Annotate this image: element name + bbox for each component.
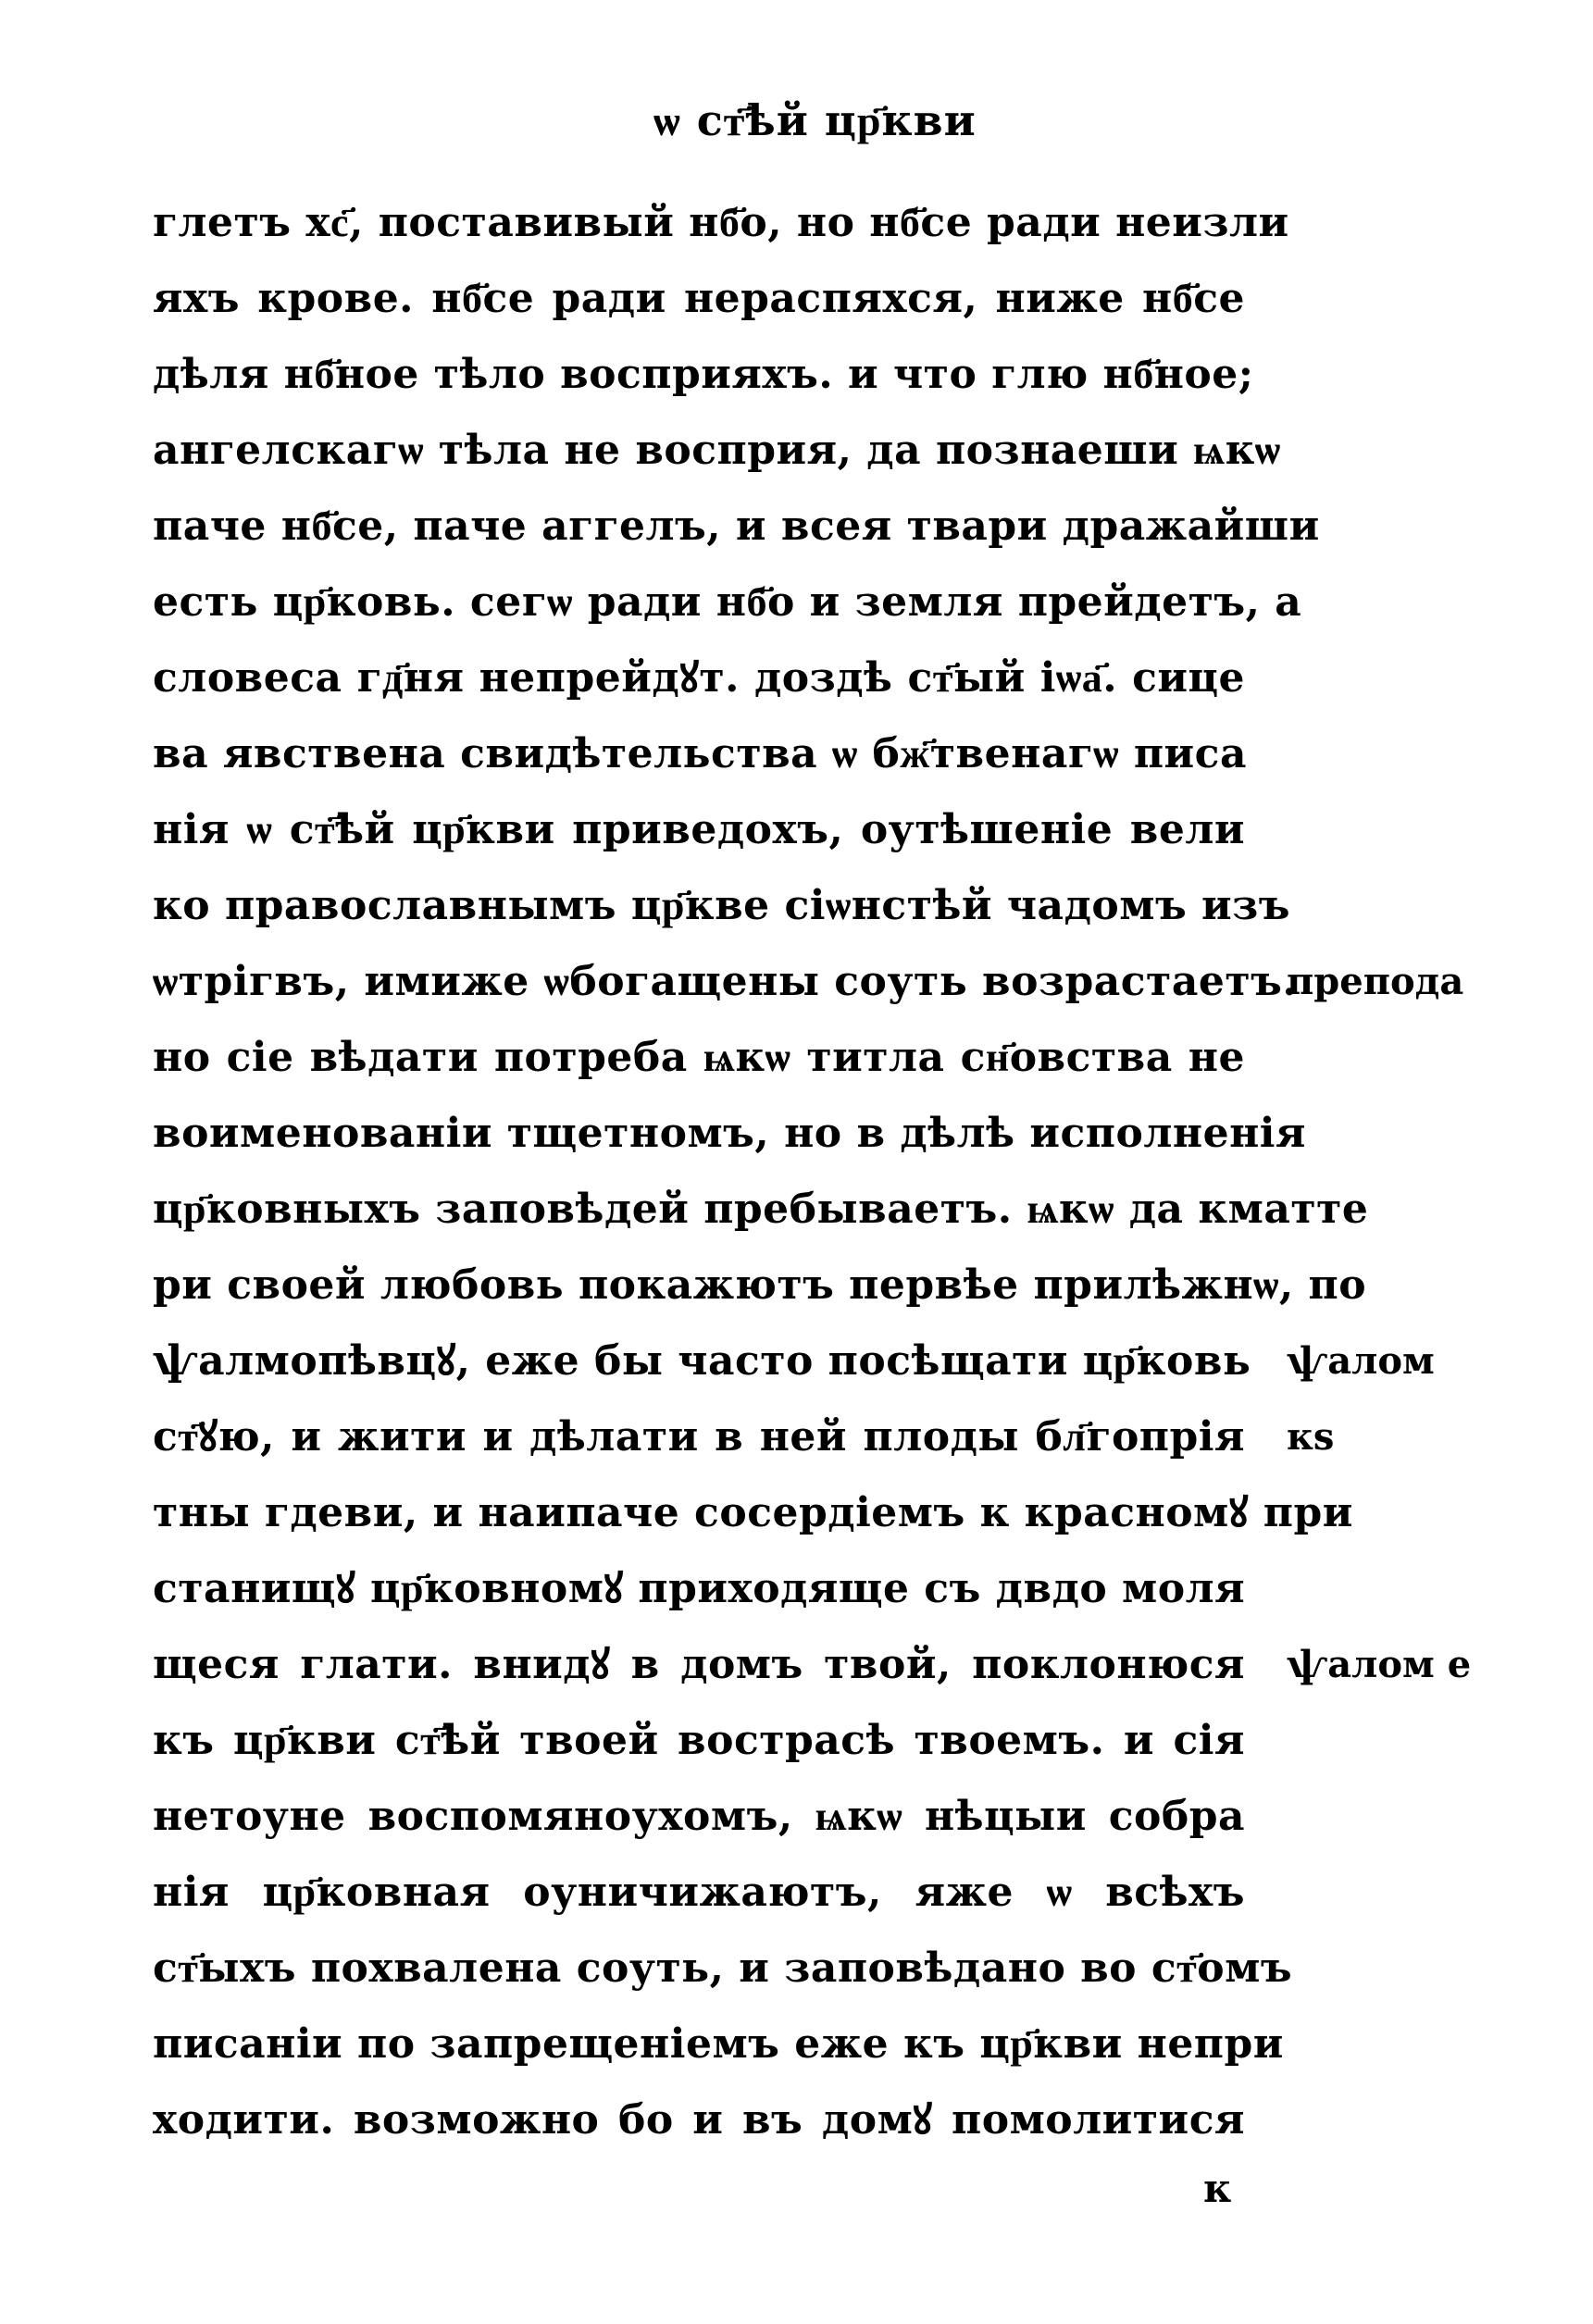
running-head: ѡ ст҃ѣй цр҃кви xyxy=(653,95,977,145)
text-line: цр҃ковныхъ заповѣдей пребываетъ. ѩкѡ да кматте xyxy=(153,1186,1369,1233)
text-line: ходити. возможно бо и въ домꙋ помолитися xyxy=(153,2096,1245,2144)
page-signature: к xyxy=(1203,2166,1232,2211)
margin-note: кѕ xyxy=(1287,1415,1335,1459)
text-line: ко православнымъ цр҃кве сіѡнстѣй чадомъ изъ xyxy=(153,882,1291,929)
text-line: словеса гд҃ня непрейдꙋт. доздѣ ст҃ый іѡа҃. сице xyxy=(153,654,1245,702)
text-line: тны гдеви, и наипаче сосердіемъ к красномꙋ при xyxy=(153,1489,1353,1536)
text-line: къ цр҃кви ст҃ѣй твоей вострасѣ твоемъ. и сія xyxy=(153,1717,1245,1764)
text-line: воименованіи тщетномъ, но в дѣлѣ исполненія xyxy=(153,1110,1307,1157)
text-line: нія цр҃ковная оуничижаютъ, яже ѡ всѣхъ xyxy=(153,1869,1245,1916)
text-line: нія ѡ ст҃ѣй цр҃кви приведохъ, оутѣшеніе вели xyxy=(153,806,1245,853)
text-line: щеся глати. внидꙋ в домъ твой, поклонюся xyxy=(153,1641,1245,1688)
text-line: ѱалмопѣвцꙋ, еже бы часто посѣщати цр҃ковь xyxy=(153,1337,1251,1385)
text-line: ангелскагѡ тѣла не восприя, да познаеши ѩкѡ xyxy=(153,427,1281,474)
text-line: есть цр҃ковь. сегѡ ради нб҃о и земля прейдетъ, а xyxy=(153,578,1302,626)
margin-note: препода xyxy=(1287,960,1464,1003)
text-line: писаніи по запрещеніемъ еже къ цр҃кви непри xyxy=(153,2020,1284,2068)
text-line: ст҃ꙋю, и жити и дѣлати в ней плоды бл҃гопрія xyxy=(153,1413,1245,1460)
text-line: нетоуне воспомяноухомъ, ѩкѡ нѣцыи собра xyxy=(153,1793,1245,1840)
text-line: ри своей любовь покажютъ первѣе прилѣжнѡ, по xyxy=(153,1261,1367,1309)
text-line: ст҃ыхъ похвалена соуть, и заповѣдано во ст҃омъ xyxy=(153,1945,1293,1992)
text-line: станищꙋ цр҃ковномꙋ приходяще съ двдо моля xyxy=(153,1565,1246,1612)
text-line: ѡтрігвъ, имиже ѡбогащены соуть возрастаетъ. xyxy=(153,958,1298,1005)
margin-note: ѱалом xyxy=(1287,1339,1435,1383)
margin-note: ѱалом е xyxy=(1287,1643,1472,1686)
text-line: ва явствена свидѣтельства ѡ бж҃твенагѡ писа xyxy=(153,730,1247,777)
text-line: яхъ крове. нб҃се ради нераспяхся, ниже нб҃се xyxy=(153,275,1245,322)
text-line: дѣля нб҃ное тѣло восприяхъ. и что глю нб҃ное; xyxy=(153,351,1254,398)
text-line: глетъ хс҃, поставивый нб҃о, но нб҃се ради неизли xyxy=(153,199,1289,246)
text-line: но сіе вѣдати потреба ѩкѡ титла сн҃овства не xyxy=(153,1034,1245,1081)
text-line: паче нб҃се, паче аггелъ, и всея твари дражайши xyxy=(153,503,1320,550)
